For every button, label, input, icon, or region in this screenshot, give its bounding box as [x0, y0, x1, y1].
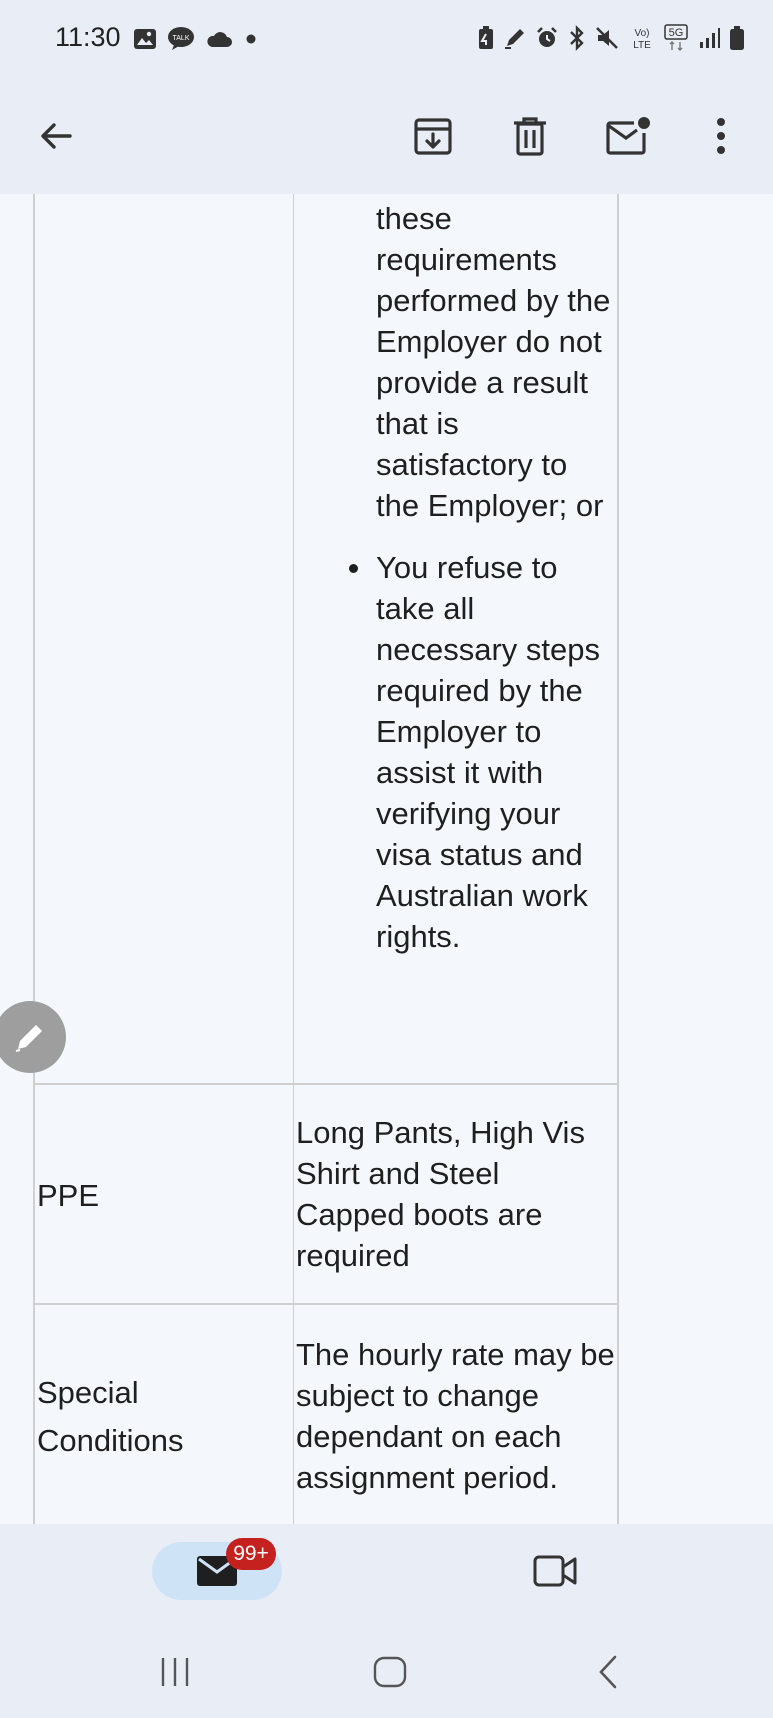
arrow-left-icon	[36, 116, 76, 156]
back-button[interactable]	[28, 108, 84, 164]
meet-tab[interactable]	[520, 1542, 590, 1600]
row-divider	[33, 1083, 619, 1085]
battery-icon	[729, 25, 745, 56]
list-item	[376, 198, 616, 526]
special-conditions-label: Special Conditions	[37, 1375, 184, 1458]
home-icon	[372, 1655, 408, 1689]
requirements-list	[376, 194, 616, 957]
meet-video-icon	[533, 1554, 577, 1588]
list-item	[376, 547, 616, 957]
special-conditions-value: The hourly rate may be subject to change dependant on each assignment period.	[296, 1337, 615, 1495]
bottom-navigation	[0, 1524, 773, 1628]
list-item-text: You refuse to take all necessary steps required by the Employer to assist it with verifying your visa status and Australian work rights.	[376, 550, 600, 954]
unread-badge: 99+	[226, 1538, 276, 1570]
volte-icon	[629, 25, 655, 56]
alarm-icon	[535, 26, 559, 55]
system-navigation	[0, 1628, 773, 1718]
dot-icon	[243, 31, 259, 52]
svg-text:Vo): Vo)	[634, 28, 650, 39]
mute-icon	[595, 26, 621, 55]
cloud-icon	[205, 29, 233, 54]
recents-button[interactable]	[150, 1648, 200, 1696]
mark-unread-icon	[604, 115, 652, 157]
status-bar	[0, 0, 773, 82]
bullet-dot-icon	[349, 564, 358, 573]
image-icon	[133, 28, 157, 55]
back-nav-icon	[595, 1654, 621, 1690]
compose-button[interactable]	[0, 1001, 66, 1073]
signal-icon	[697, 26, 721, 55]
pen-icon	[503, 26, 527, 55]
pencil-icon	[10, 1017, 50, 1057]
svg-text:TALK: TALK	[172, 35, 190, 42]
ppe-label: PPE	[37, 1178, 100, 1213]
more-options-button[interactable]	[696, 106, 746, 166]
svg-text:5G: 5G	[668, 27, 684, 39]
svg-text:LTE: LTE	[633, 40, 651, 51]
home-button[interactable]	[364, 1648, 416, 1696]
more-vert-icon	[714, 115, 728, 157]
battery-saver-icon	[477, 25, 495, 56]
email-body	[0, 194, 773, 1524]
status-time: 11:30	[55, 22, 121, 52]
list-item-text: these requirements performed by the Employer do not provide a result that is satisfactory to the Employer; or	[376, 201, 611, 523]
ppe-value: Long Pants, High Vis Shirt and Steel Capped boots are required	[296, 1115, 585, 1273]
mark-unread-button[interactable]	[596, 106, 660, 166]
archive-button[interactable]	[403, 106, 463, 166]
talk-icon	[167, 27, 195, 56]
table-divider	[293, 194, 294, 1524]
recents-icon	[158, 1656, 192, 1688]
archive-icon	[412, 115, 454, 157]
row-divider	[33, 1303, 619, 1305]
table-border-left	[33, 194, 35, 1524]
delete-icon	[510, 115, 550, 157]
5g-icon	[663, 24, 689, 57]
delete-button[interactable]	[500, 106, 560, 166]
table-border-right	[617, 194, 619, 1524]
nav-back-button[interactable]	[584, 1648, 632, 1696]
bluetooth-icon	[567, 25, 587, 56]
app-bar	[0, 82, 773, 194]
